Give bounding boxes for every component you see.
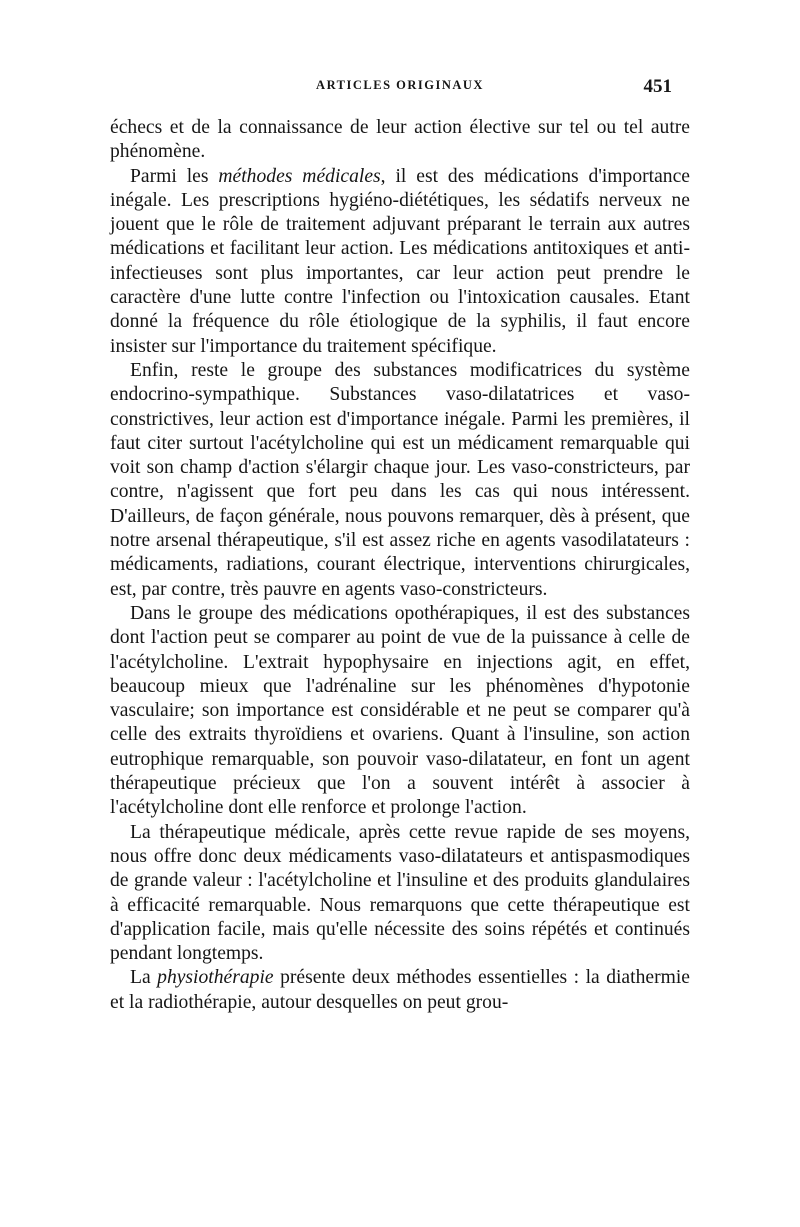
paragraph-medical-methods bbox=[110, 165, 690, 359]
paragraph-text: La bbox=[130, 967, 158, 989]
page-number: 451 bbox=[643, 76, 672, 97]
paragraph-text: présente deux méthodes essentielles : la diathermie et la radiothérapie, autour desquelles on peut grou- bbox=[110, 967, 690, 1013]
paragraph-medical-therapeutics: La thérapeutique médicale, après cette revue rapide de ses moyens, nous offre donc deux médicaments vaso-dilatateurs et antispasmodiques de grande valeur : l'acétylcholine et l'insuline et des produits glandulaires à efficacité remarquable. Nous remarquons que cette thérapeutique est d'application facile, mais qu'elle nécessite des soins répétés et continués pendant longtemps. bbox=[110, 821, 690, 965]
paragraph-text: , il est des médications d'importance inégale. Les prescriptions hygiéno-diététiques, les sédatifs nerveux ne jouent que le rôle de traitement adjuvant préparant le terrain aux autres médications et facilitant leur action. Les médications antitoxiques et anti-infectieuses sont plus importantes, car leur action peut prendre le caractère d'une lutte contre l'infection ou l'intoxication causales. Etant donné la fréquence du rôle étiologique de la syphilis, il faut encore insister sur l'importance du traitement spécifique. bbox=[110, 165, 690, 357]
paragraph-endocrine-substances: Enfin, reste le groupe des substances modificatrices du système endocrino-sympathique. Substances vaso-dilatatrices et vaso-constrictives, leur action est d'importance inégale. Parmi les premières, il faut citer surtout l'acétylcholine qui est un médicament remarquable qui voit son champ d'action s'élargir chaque jour. Les vaso-constricteurs, par contre, n'agissent que fort peu dans les cas qui nous intéressent. D'ailleurs, de façon générale, nous pouvons remarquer, dès à présent, que notre arsenal thérapeutique, s'il est assez riche en agents vasodilatateurs : médicaments, radiations, courant électrique, interventions chirurgicales, est, par contre, très pauvre en agents vaso-constricteurs. bbox=[110, 359, 690, 600]
paragraph-physiotherapy bbox=[110, 966, 690, 1015]
paragraph-continuation: échecs et de la connaissance de leur action élective sur tel ou tel autre phénomène. bbox=[110, 117, 690, 163]
running-title: ARTICLES ORIGINAUX bbox=[316, 78, 484, 92]
body-text bbox=[110, 116, 690, 1015]
emphasis-text: physiothérapie bbox=[157, 967, 274, 989]
emphasis-text: méthodes médicales bbox=[218, 165, 381, 187]
running-head bbox=[0, 76, 800, 102]
paragraph-opotherapy: Dans le groupe des médications opothérapiques, il est des substances dont l'action peut se comparer au point de vue de la puissance à celle de l'acétylcholine. L'extrait hypophysaire en injections agit, en effet, beaucoup mieux que l'adrénaline sur les phénomènes d'hypotonie vasculaire; son importance est considérable et ne peut se comparer qu'à celle des extraits thyroïdiens et ovariens. Quant à l'insuline, son action eutrophique remarquable, son pouvoir vaso-dilatateur, en font un agent thérapeutique précieux que l'on a souvent intérêt à associer à l'acétylcholine dont elle renforce et prolonge l'action. bbox=[110, 602, 690, 819]
paragraph-text: Parmi les bbox=[130, 165, 219, 187]
